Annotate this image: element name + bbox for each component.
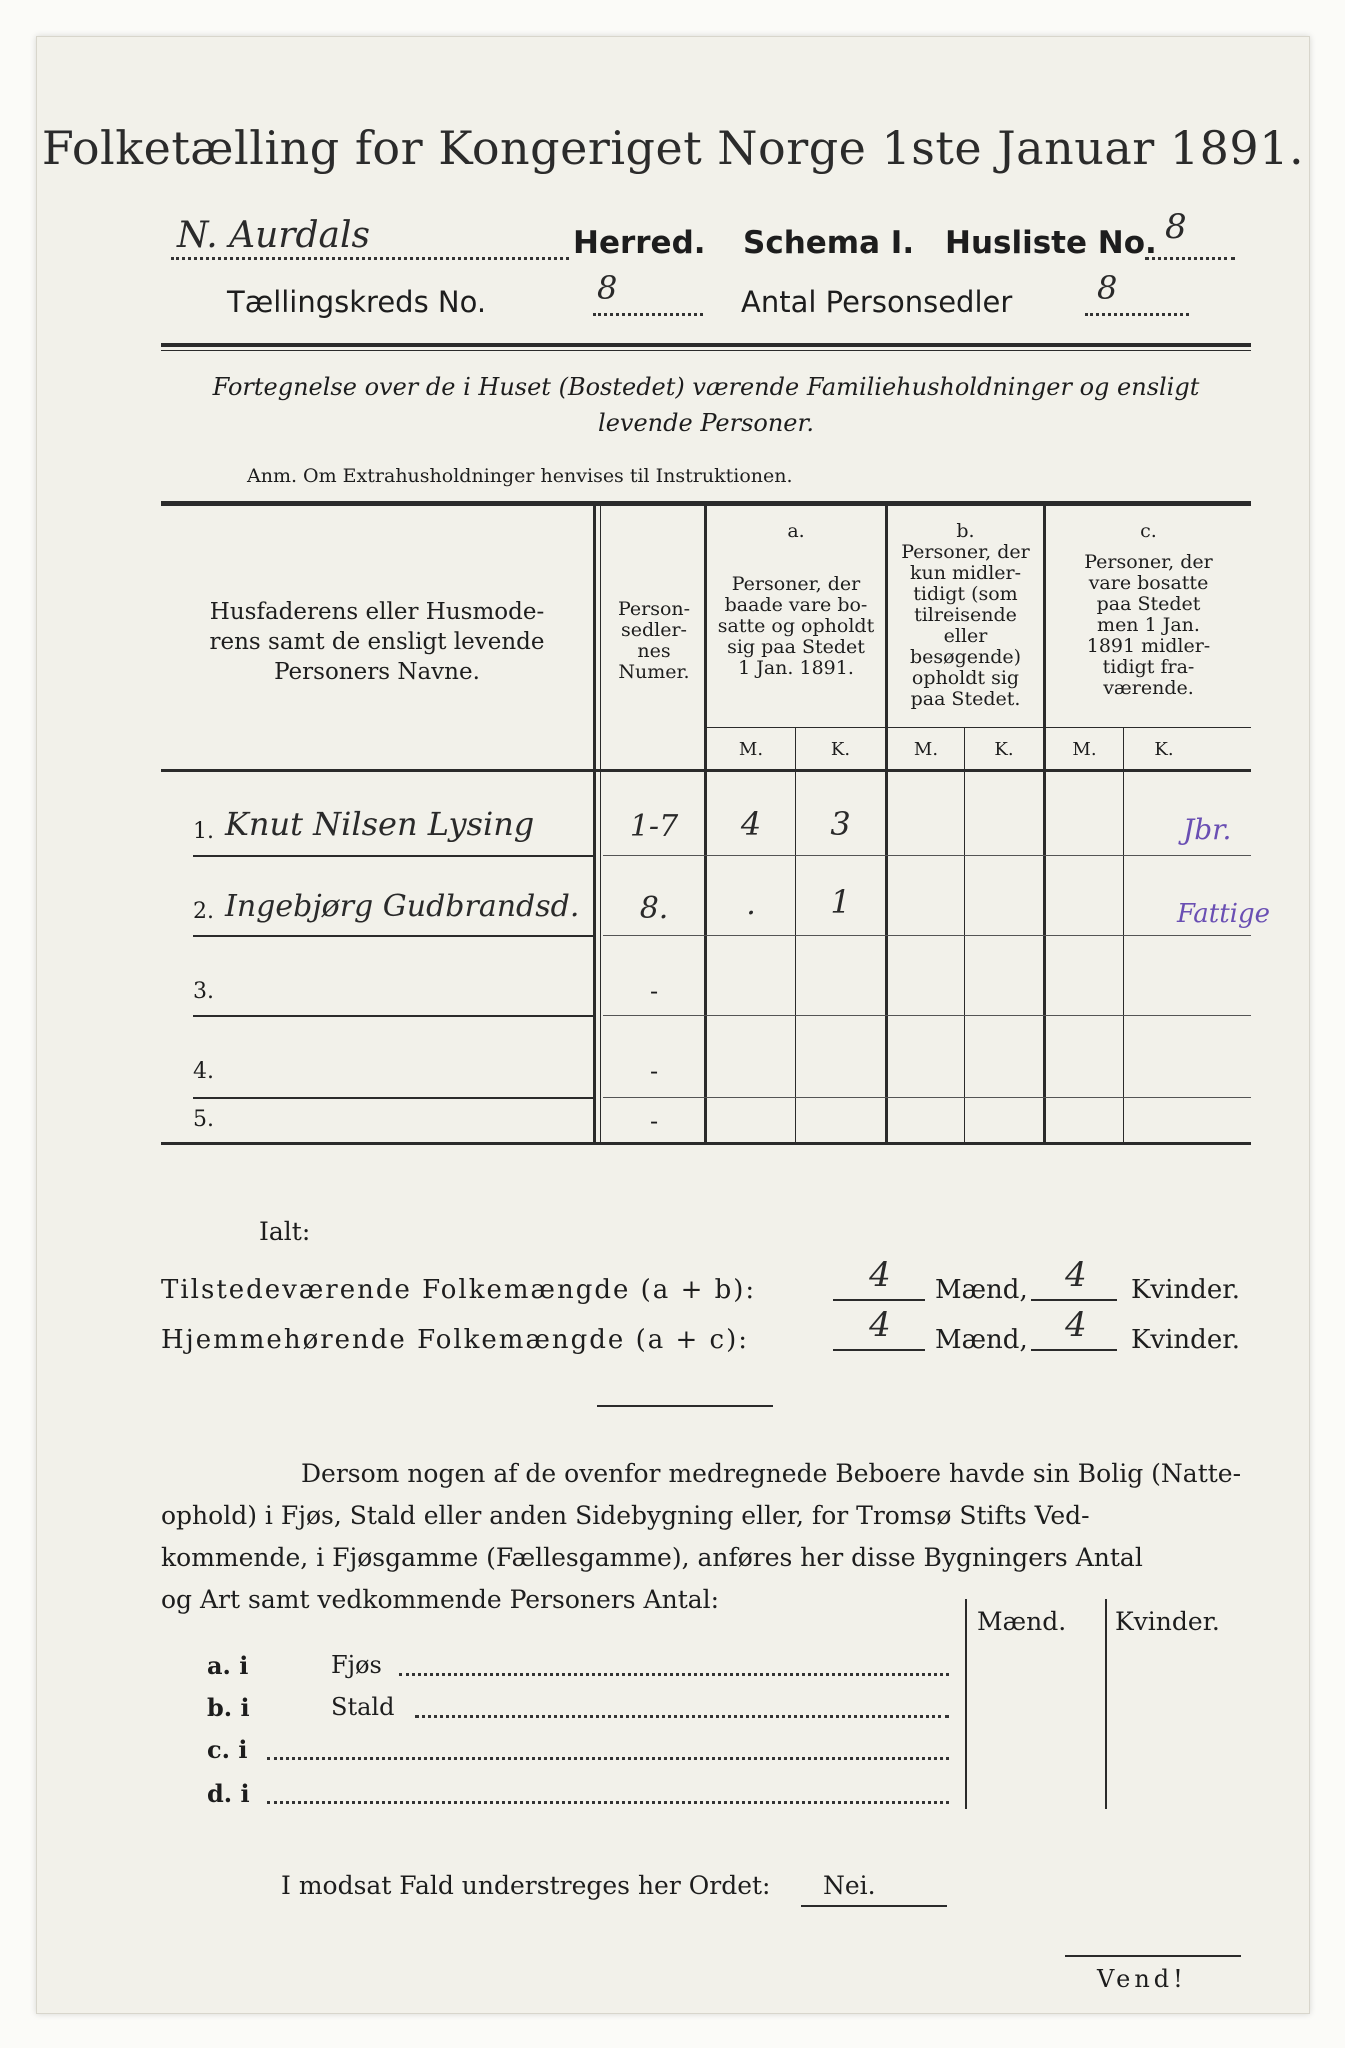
intro-line2: levende Personer. [598, 409, 814, 437]
personsedler-dotted-line [1085, 313, 1189, 316]
item-a-dots [399, 1673, 949, 1676]
vend-text: Vend! [1097, 1965, 1187, 1993]
husliste-value: 8 [1165, 207, 1187, 247]
personsedler-label: Antal Personsedler [741, 285, 1013, 319]
tilst-kvinder: Kvinder. [1131, 1275, 1241, 1305]
tilst-k-value: 4 [1065, 1255, 1087, 1295]
census-form-sheet [36, 36, 1310, 2014]
lower-paragraph [161, 1453, 1251, 1621]
col-names-header [161, 597, 593, 687]
row-1-note: Jbr. [1183, 813, 1232, 846]
row-4-rule-right [603, 1097, 1251, 1098]
item-d-dots [267, 1801, 949, 1804]
col-num-line3: nes [637, 640, 671, 662]
col-c-line3: paa Stedet [1096, 593, 1201, 615]
hjem-kvinder: Kvinder. [1131, 1325, 1241, 1355]
kreds-dotted-line [593, 313, 703, 316]
row-1-name: Knut Nilsen Lysing [225, 805, 535, 843]
herred-dotted-line [171, 257, 569, 260]
row-3-rule-right [603, 1015, 1251, 1016]
hjem-k-line [1031, 1349, 1117, 1351]
item-a-tag: a. i [207, 1651, 249, 1680]
lower-col-divider-2 [1105, 1599, 1107, 1809]
col-a-line4: sig paa Stedet [727, 636, 865, 658]
col-c-line2: vare bosatte [1088, 572, 1209, 594]
col-b-k: K. [994, 739, 1014, 760]
col-b-line3: tidigt (som [913, 583, 1018, 605]
col-c-k: K. [1154, 739, 1174, 760]
lower-maend-head: Mænd. [977, 1607, 1067, 1636]
row-1-a-k: 3 [830, 805, 851, 843]
col-a-line2: baade vare bo- [724, 594, 868, 616]
row-3-rule [193, 1015, 593, 1017]
col-names-line2: rens samt de ensligt levende [209, 629, 545, 655]
item-c-dots [267, 1757, 949, 1760]
intro-line1: Fortegnelse over de i Huset (Bostedet) værende Familiehusholdninger og ensligt [212, 373, 1200, 401]
col-c-m: M. [1072, 739, 1097, 760]
schema-label: Schema I. [743, 225, 915, 261]
row-5-num: - [649, 1107, 659, 1135]
tilst-m-value: 4 [869, 1255, 891, 1295]
tilst-k-line [1031, 1299, 1117, 1301]
hjem-m-value: 4 [869, 1305, 891, 1345]
kreds-value: 8 [597, 269, 618, 307]
row-1-num: 1-7 [629, 809, 679, 844]
col-c-tag: c. [1140, 520, 1157, 542]
hjem-maend: Mænd, [935, 1325, 1028, 1355]
col-names-line1: Husfaderens eller Husmode- [209, 599, 545, 625]
item-b-label: Stald [331, 1693, 395, 1721]
item-b-tag: b. i [207, 1693, 250, 1722]
col-b-header [888, 521, 1043, 710]
row-3-number: 3. [193, 979, 214, 1004]
tilst-label: Tilstedeværende Folkemængde (a + b): [161, 1275, 757, 1305]
lower-kvinder-head: Kvinder. [1115, 1607, 1220, 1636]
col-divider-names-2 [600, 506, 601, 1142]
vend-rule [1065, 1955, 1241, 1957]
col-b-line5: eller [943, 625, 988, 647]
item-a-label: Fjøs [331, 1651, 382, 1679]
table-bottom-rule [161, 1142, 1251, 1145]
lower-col-divider-1 [965, 1599, 967, 1809]
herred-label: Herred. [573, 225, 706, 261]
col-c-line7: værende. [1103, 677, 1194, 699]
row-3-num: - [649, 977, 659, 1005]
col-names-line3: Personers Navne. [274, 659, 480, 685]
nei-word: Nei. [823, 1871, 876, 1900]
nei-underline [801, 1905, 947, 1907]
col-b-tag: b. [956, 520, 975, 542]
personsedler-value: 8 [1097, 269, 1118, 307]
col-c-line4: men 1 Jan. [1097, 614, 1200, 636]
row-2-rule [193, 935, 593, 937]
hjem-k-value: 4 [1065, 1305, 1087, 1345]
col-a-m: M. [738, 739, 764, 760]
col-b-line8: paa Stedet. [910, 688, 1021, 710]
col-c-header [1046, 521, 1251, 699]
lower-p3: kommende, i Fjøsgamme (Fællesgamme), anføres her disse Bygningers Antal [161, 1543, 1143, 1572]
row-1-number: 1. [193, 819, 214, 844]
anm-note: Anm. Om Extrahusholdninger henvises til Instruktionen. [247, 465, 793, 487]
item-d-tag: d. i [207, 1779, 250, 1808]
tilst-maend: Mænd, [935, 1275, 1028, 1305]
row-2-note: Fattige [1177, 899, 1271, 929]
col-c-line6: tidigt fra- [1102, 656, 1195, 678]
col-a-k: K. [830, 739, 851, 760]
lower-p4: og Art samt vedkommende Personers Antal: [161, 1585, 720, 1614]
col-a-header [707, 521, 885, 679]
col-b-line2: kun midler- [909, 562, 1022, 584]
row-2-a-k: 1 [830, 883, 851, 921]
row-2-num: 8. [639, 891, 669, 926]
row-1-rule-right [603, 855, 1251, 856]
col-a-line3: satte og opholdt [717, 615, 875, 637]
col-c-line5: 1891 midler- [1086, 635, 1211, 657]
col-b-line6: besøgende) [909, 646, 1022, 668]
col-c-line1: Personer, der [1084, 551, 1213, 573]
col-a-line5: 1 Jan. 1891. [738, 657, 854, 679]
lower-p1: Dersom nogen af de ovenfor medregnede Beboere havde sin Bolig (Natte- [301, 1459, 1242, 1488]
herred-name: N. Aurdals [177, 215, 370, 256]
row-2-a-m: . [746, 887, 756, 922]
row-2-number: 2. [193, 899, 214, 924]
modsat-text: I modsat Fald understreges her Ordet: [281, 1871, 771, 1900]
mk-subheader-rule [706, 727, 1251, 728]
top-rule-thick [161, 343, 1251, 347]
col-b-line4: tilreisende [914, 604, 1017, 626]
row-4-number: 4. [193, 1059, 214, 1084]
lower-p2: ophold) i Fjøs, Stald eller anden Sidebygning eller, for Tromsø Stifts Ved- [161, 1501, 1090, 1530]
row-1-rule [193, 855, 593, 857]
kreds-label: Tællingskreds No. [227, 285, 487, 319]
col-b-line1: Personer, der [901, 541, 1030, 563]
item-b-dots [415, 1715, 949, 1718]
form-title: Folketælling for Kongeriget Norge 1ste Januar 1891. [41, 121, 1305, 175]
row-2-rule-right [603, 935, 1251, 936]
section-separator [597, 1405, 773, 1407]
top-rule-thin [161, 350, 1251, 351]
row-4-rule [193, 1097, 593, 1099]
col-a-line1: Personer, der [731, 573, 861, 595]
row-5-number: 5. [193, 1107, 214, 1132]
item-c-tag: c. i [207, 1735, 248, 1764]
col-num-line4: Numer. [618, 661, 690, 683]
col-divider-names [593, 506, 596, 1142]
hjem-m-line [833, 1349, 925, 1351]
tilst-m-line [833, 1299, 925, 1301]
row-2-name: Ingebjørg Gudbrandsd. [225, 889, 580, 924]
ialt-label: Ialt: [259, 1217, 311, 1246]
col-b-m: M. [913, 739, 939, 760]
col-a-tag: a. [787, 520, 805, 542]
col-num-line1: Person- [617, 598, 691, 620]
col-b-line7: opholdt sig [911, 667, 1020, 689]
row-4-num: - [649, 1057, 659, 1085]
hjem-label: Hjemmehørende Folkemængde (a + c): [161, 1325, 749, 1355]
husliste-label: Husliste No. [945, 225, 1157, 261]
row-1-a-m: 4 [740, 805, 762, 843]
col-num-line2: sedler- [621, 619, 687, 641]
col-num-header [603, 599, 705, 683]
husliste-dotted-line [1145, 257, 1235, 260]
